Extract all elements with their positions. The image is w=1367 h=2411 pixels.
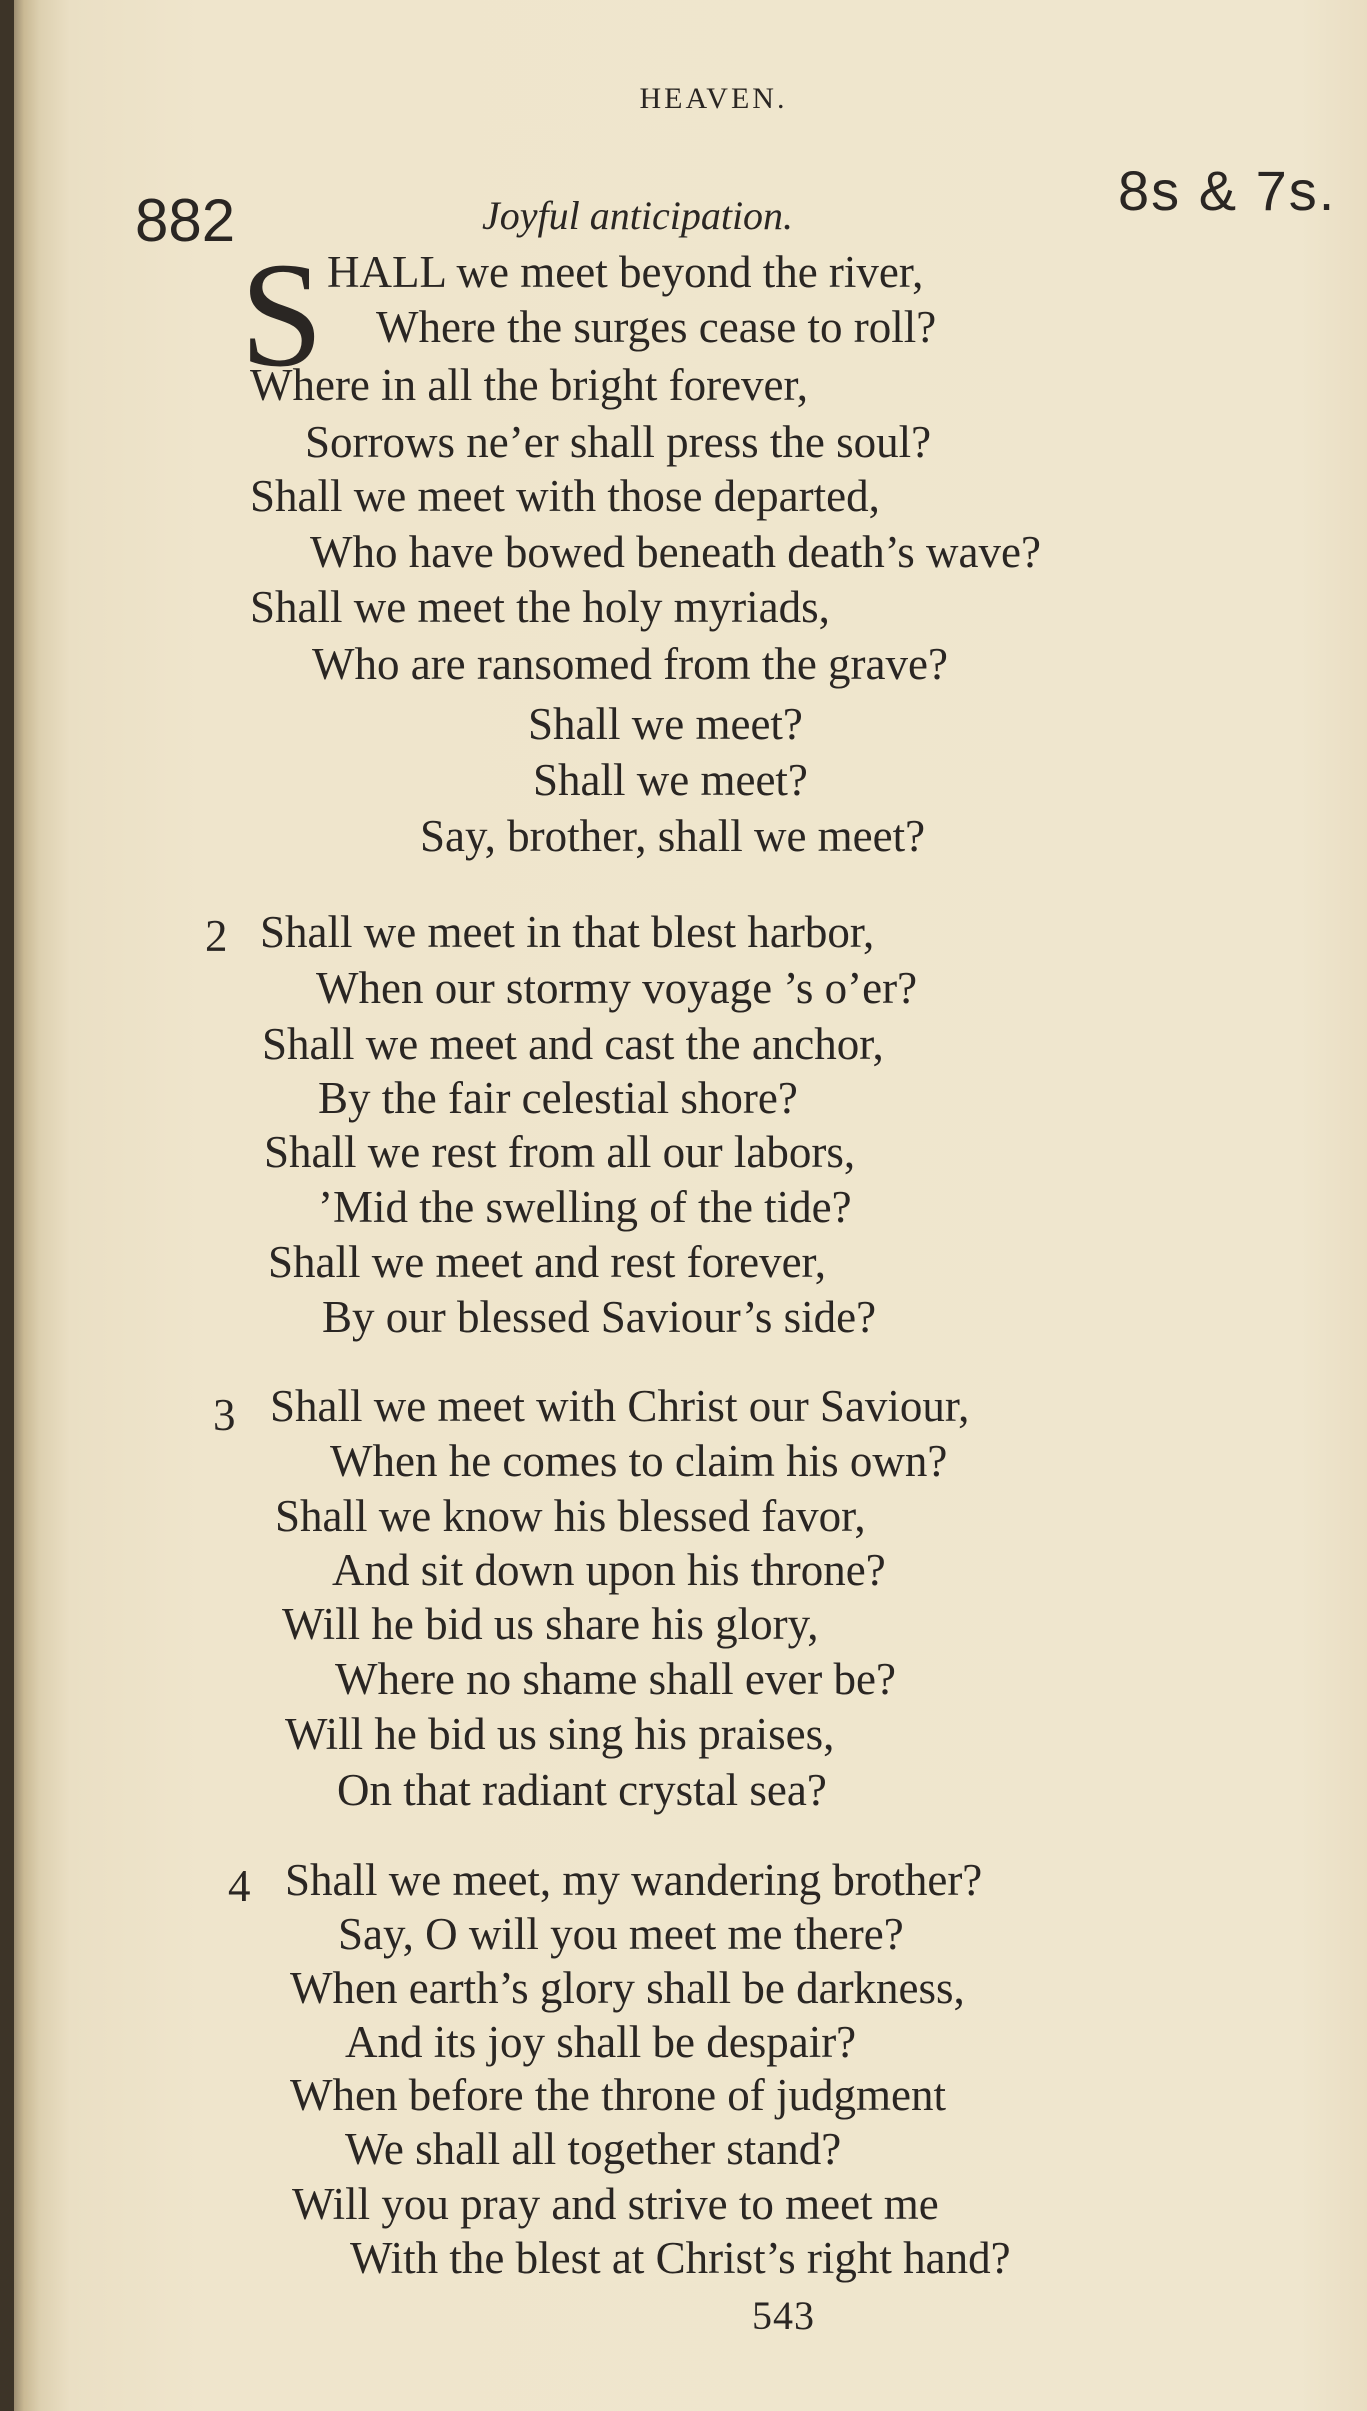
verse-4-line-8: With the blest at Christ’s right hand? — [350, 2233, 1011, 2283]
verse-2-line-3: Shall we meet and cast the anchor, — [262, 1019, 884, 1069]
verse-4-line-3: When earth’s glory shall be darkness, — [290, 1963, 965, 2013]
page-number: 543 — [752, 2293, 815, 2338]
verse-1-line-1: HALL we meet beyond the river, — [327, 247, 924, 297]
hymn-title: Joyful anticipation. — [482, 193, 794, 238]
verse-2-line-1: Shall we meet in that blest harbor, — [260, 907, 875, 957]
verse-1-line-4: Sorrows ne’er shall press the soul? — [305, 417, 932, 467]
running-head: HEAVEN. — [639, 82, 788, 115]
verse-1-line-8: Who are ransomed from the grave? — [312, 639, 948, 689]
verse-4-line-1: Shall we meet, my wandering brother? — [285, 1855, 983, 1905]
verse-2-line-5: Shall we rest from all our labors, — [264, 1127, 856, 1177]
verse-3-line-3: Shall we know his blessed favor, — [275, 1491, 866, 1541]
verse-3-line-8: On that radiant crystal sea? — [337, 1765, 827, 1815]
verse-2-number: 2 — [205, 911, 228, 961]
verse-2-line-2: When our stormy voyage ’s o’er? — [316, 963, 918, 1013]
refrain-line-2: Shall we meet? — [533, 755, 808, 805]
verse-2-line-6: ’Mid the swelling of the tide? — [318, 1182, 852, 1232]
verse-3-line-2: When he comes to claim his own? — [330, 1436, 948, 1486]
verse-3-line-6: Where no shame shall ever be? — [335, 1654, 896, 1704]
verse-3-line-1: Shall we meet with Christ our Saviour, — [270, 1381, 970, 1431]
verse-4-line-7: Will you pray and strive to meet me — [292, 2179, 939, 2229]
verse-1-line-2: Where the surges cease to roll? — [376, 302, 937, 352]
verse-3-number: 3 — [213, 1390, 236, 1440]
verse-2-line-7: Shall we meet and rest forever, — [268, 1237, 826, 1287]
verse-3-line-4: And sit down upon his throne? — [332, 1545, 886, 1595]
verse-4-line-5: When before the throne of judgment — [290, 2070, 947, 2120]
drop-cap: S — [240, 232, 324, 398]
verse-2-line-4: By the fair celestial shore? — [318, 1073, 798, 1123]
verse-3-line-5: Will he bid us share his glory, — [282, 1599, 819, 1649]
verse-2-line-8: By our blessed Saviour’s side? — [322, 1292, 877, 1342]
verse-4-number: 4 — [228, 1861, 251, 1911]
refrain-line-1: Shall we meet? — [528, 699, 803, 749]
verse-4-line-2: Say, O will you meet me there? — [338, 1909, 904, 1959]
verse-1-line-6: Who have bowed beneath death’s wave? — [310, 527, 1041, 577]
verse-4-line-4: And its joy shall be despair? — [345, 2017, 857, 2067]
hymn-number: 882 — [135, 187, 236, 254]
verse-3-line-7: Will he bid us sing his praises, — [285, 1709, 835, 1759]
verse-1-line-3: Where in all the bright forever, — [250, 360, 808, 410]
book-spine-edge — [0, 0, 14, 2411]
verse-1-line-7: Shall we meet the holy myriads, — [250, 582, 830, 632]
verse-4-line-6: We shall all together stand? — [345, 2124, 842, 2174]
verse-1-line-5: Shall we meet with those departed, — [250, 471, 880, 521]
refrain-line-3: Say, brother, shall we meet? — [420, 811, 926, 861]
hymn-meter: 8s & 7s. — [1118, 159, 1337, 222]
